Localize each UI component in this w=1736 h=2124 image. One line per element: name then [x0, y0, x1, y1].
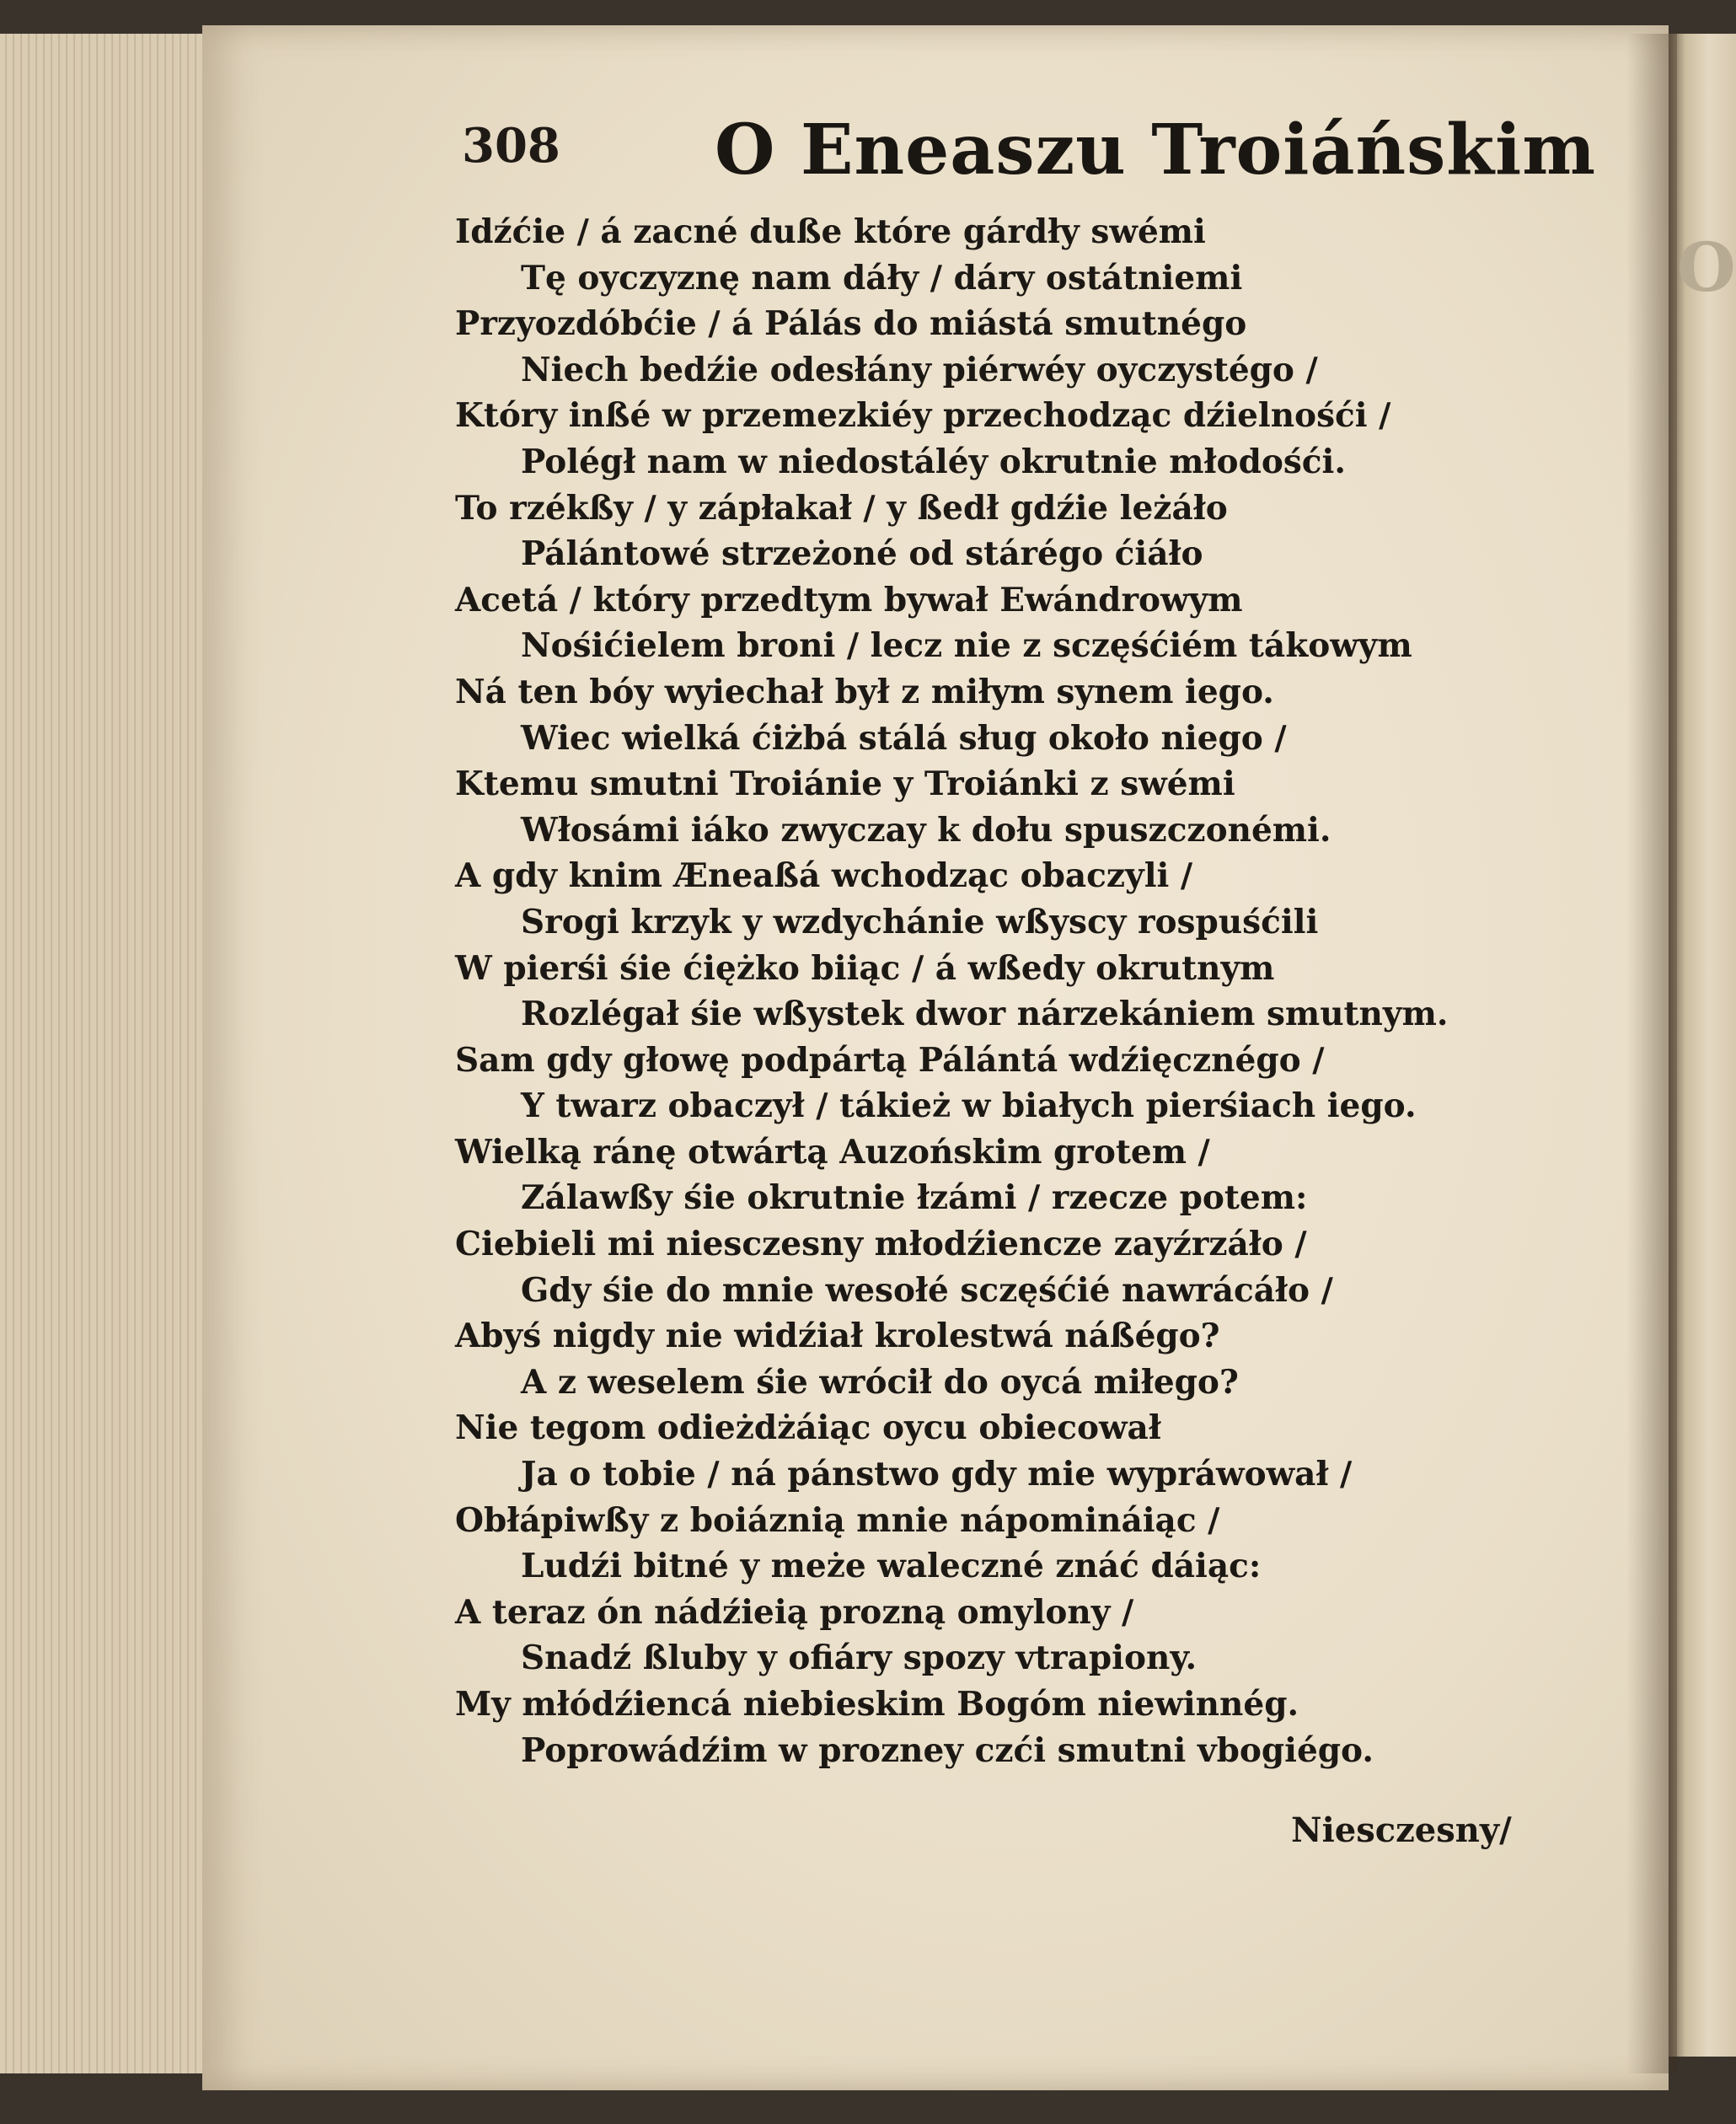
verse-line: Acetá / który przedtym bywał Ewándrowym [455, 580, 1243, 620]
verse-line: Tę oyczyznę nam dáły / dáry ostátniemi [521, 258, 1243, 298]
verse-line: Ludźi bitné y meże waleczné znáć dáiąc: [521, 1547, 1262, 1586]
verse-line: Abyś nigdy nie widźiał krolestwá náßégo? [455, 1317, 1220, 1356]
verse-line: Idźćie / á zacné duße które gárdły swémi [455, 212, 1206, 251]
facing-page-edge [1669, 34, 1736, 2057]
running-title: O Eneaszu Troiáńskim [715, 110, 1597, 190]
verse-line: Y twarz obaczył / tákież w białych pierśiach iego. [521, 1086, 1417, 1126]
verse-line: Ktemu smutni Troiánie y Troiánki z swémi [455, 764, 1235, 804]
verse-line: Sam gdy głowę podpártą Pálántá wdźięcznégo / [455, 1040, 1325, 1080]
verse-line: Poprowádźim w prozney czći smutni vbogiégo. [521, 1730, 1374, 1770]
verse-line: Nie tegom odieżdżáiąc oycu obiecował [455, 1408, 1161, 1448]
page-number: 308 [462, 118, 560, 174]
verse-line: Ciebieli mi niesczesny młodźiencze zayźrzáło / [455, 1225, 1307, 1264]
facing-page-fragment: O [1677, 228, 1736, 307]
verse-line: Snadź ßluby y ofiáry spozy vtrapiony. [521, 1639, 1198, 1678]
verse-line: Obłápiwßy z boiáznią mnie nápomináiąc / [455, 1500, 1220, 1540]
verse-line: Który inßé w przemezkiéy przechodząc dźielnośći / [455, 396, 1391, 436]
verse-line: Wiec wielká ćiżbá stálá sług około niego / [521, 718, 1287, 758]
verse-line: My młódźiencá niebieskim Bogóm niewinnég. [455, 1685, 1299, 1724]
verse-line: To rzékßy / y zápłakał / y ßedł gdźie leżáło [455, 488, 1228, 528]
verse-line: A gdy knim Æneaßá wchodząc obaczyli / [455, 856, 1193, 896]
verse-line: Zálawßy śie okrutnie łzámi / rzecze potem: [521, 1178, 1308, 1218]
verse-line: Ja o tobie / ná pánstwo gdy mie wypráwował / [521, 1455, 1353, 1494]
verse-line: Wielką ránę otwártą Auzońskim grotem / [455, 1132, 1210, 1172]
verse-line: A z weselem śie wrócił do oycá miłego? [521, 1362, 1239, 1402]
verse-line: Rozlégał śie wßystek dwor nárzekániem smutnym. [521, 995, 1449, 1034]
verse-line: W pierśi śie ćiężko biiąc / á wßedy okrutnym [455, 948, 1275, 988]
verse-line: Niech bedźie odesłány piérwéy oyczystégo / [521, 350, 1318, 389]
verse-line: Gdy śie do mnie wesołé sczęśćié nawrácáło / [521, 1270, 1333, 1310]
verse-line: Przyozdóbćie / á Pálás do miástá smutnégo [455, 304, 1247, 344]
page-header [462, 110, 1597, 219]
verse-line: Nośićielem broni / lecz nie z sczęśćiém tákowym [521, 626, 1412, 666]
verse-line: Srogi krzyk y wzdychánie wßyscy rospuśćili [521, 902, 1319, 941]
verse-line: A teraz ón nádźieią prozną omylony / [455, 1592, 1134, 1632]
verse-block [455, 209, 1652, 1773]
verse-line: Pálántowé strzeżoné od stárégo ćiáło [521, 534, 1203, 574]
verse-line: Włosámi iáko zwyczay k dołu spuszczonémi. [521, 810, 1331, 850]
verse-line: Polégł nam w niedostáléy okrutnie młodośći. [521, 442, 1346, 481]
catchword: Niesczesny/ [1291, 1810, 1512, 1850]
verse-line: Ná ten bóy wyiechał był z miłym synem iego. [455, 672, 1274, 711]
